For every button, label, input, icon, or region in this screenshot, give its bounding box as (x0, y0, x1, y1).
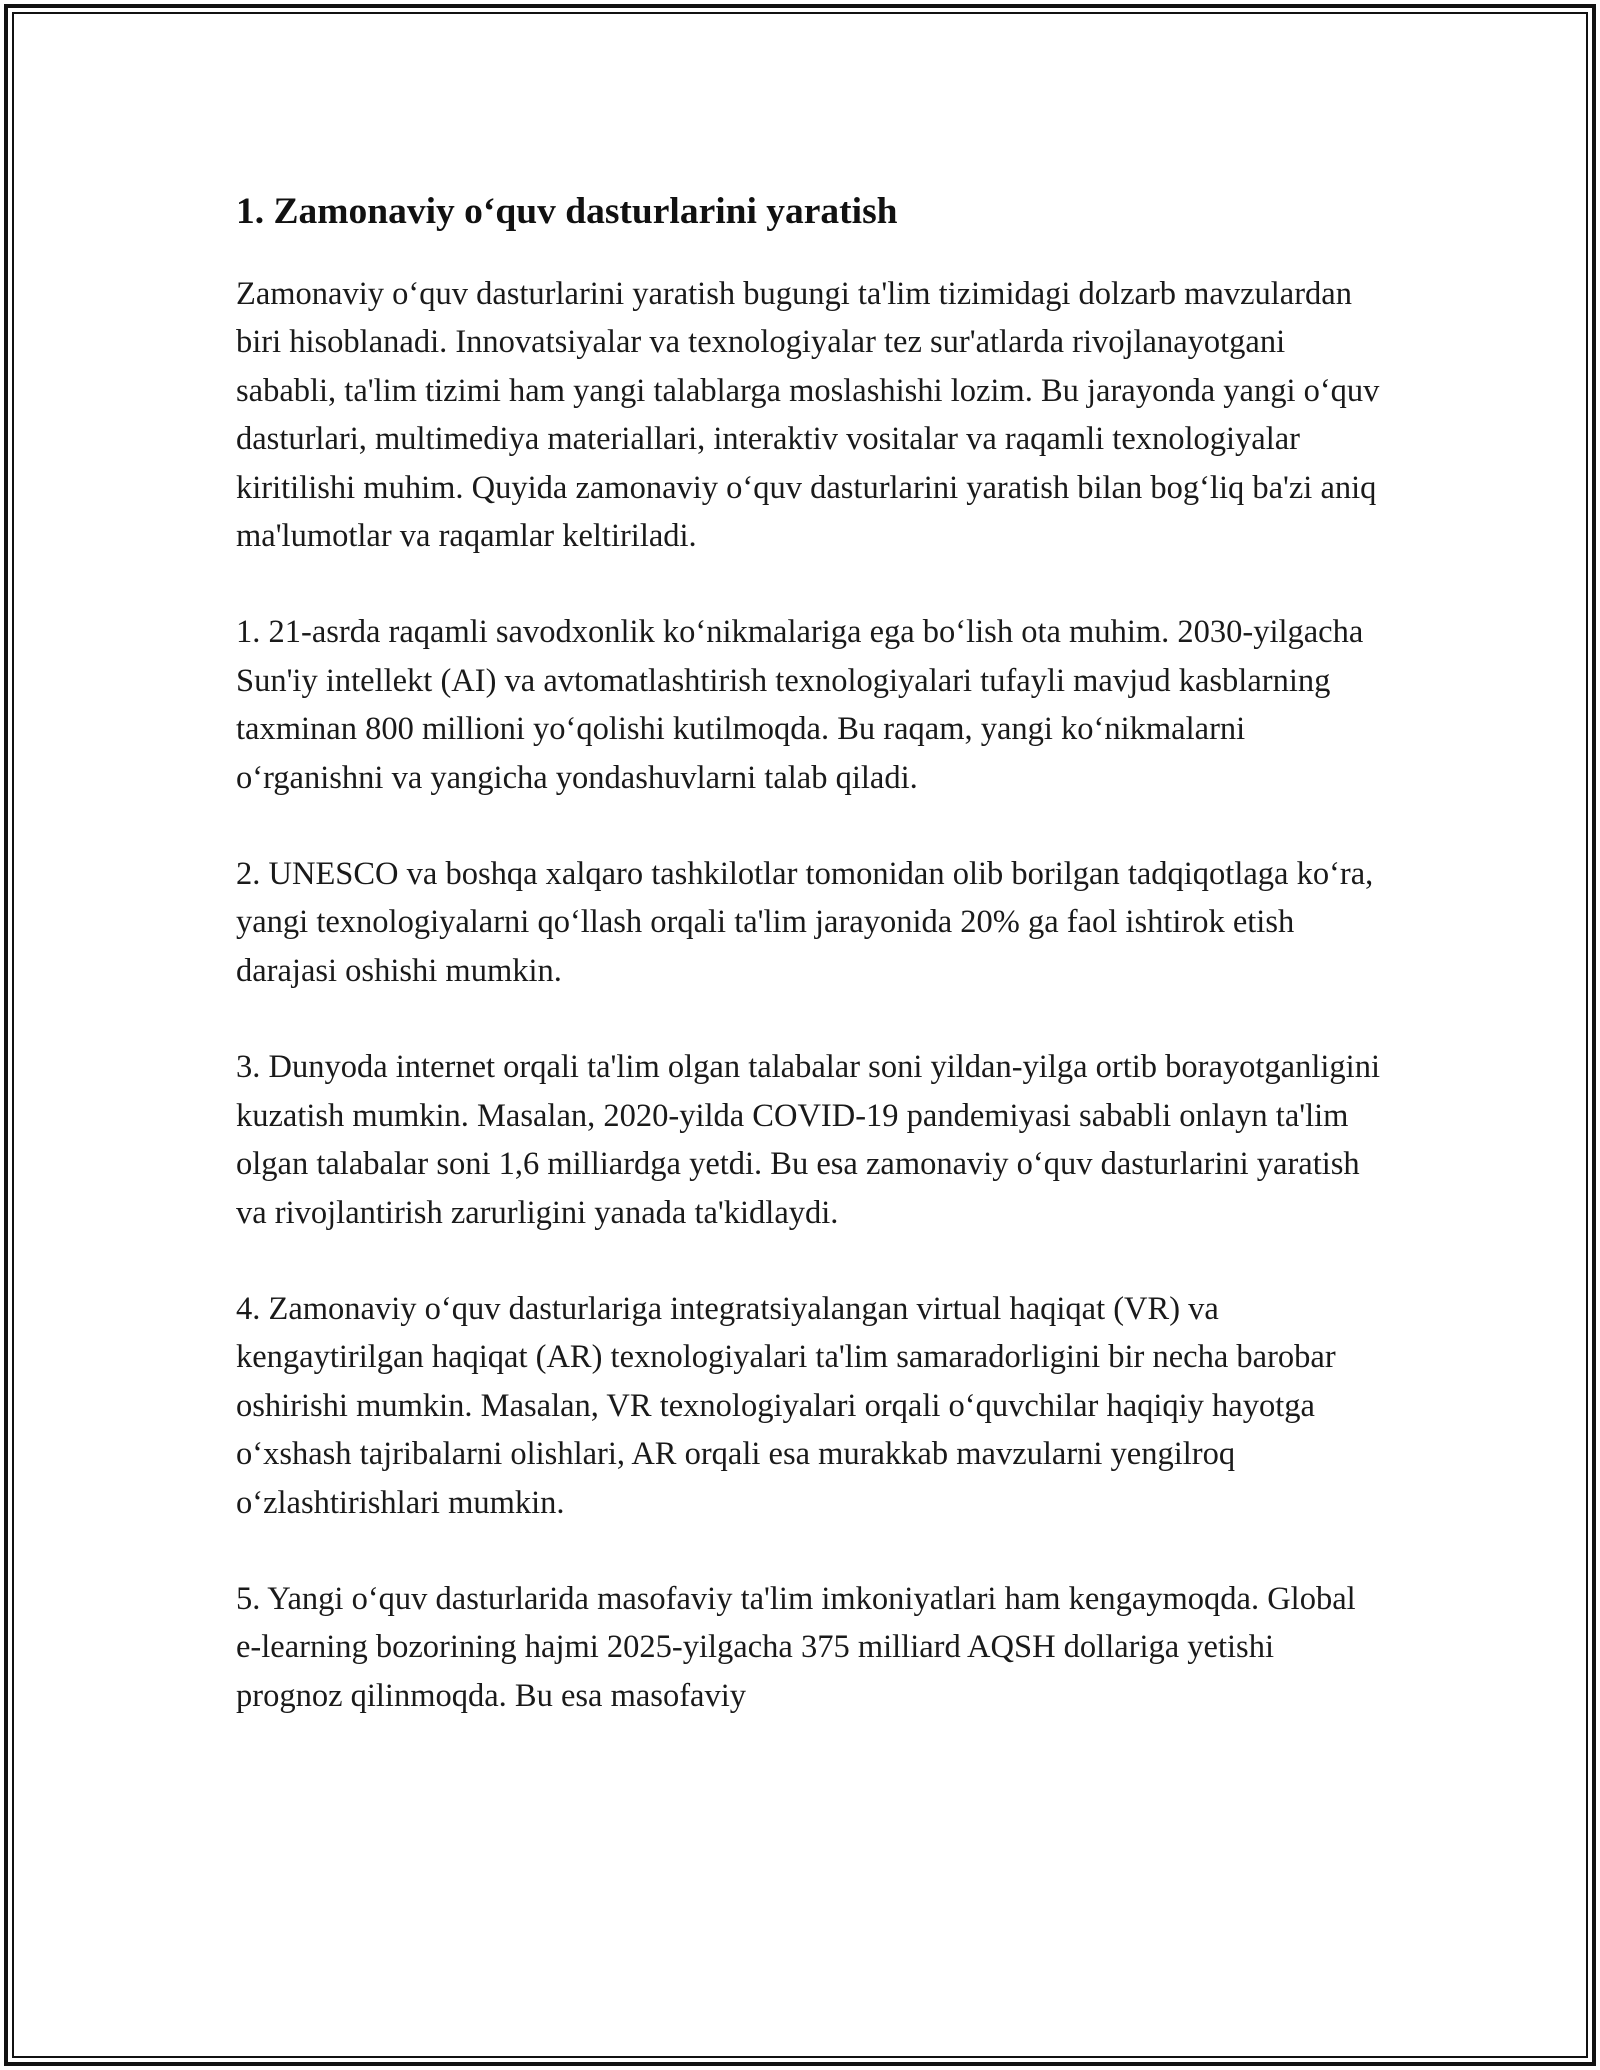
point-5-paragraph: 5. Yangi o‘quv dasturlarida masofaviy ta'lim imkoniyatlari ham kengaymoqda. Global e-learning bozorining hajmi 2025-yilgacha 375 milliard AQSH dollariga yetishi prognoz qilinmoqda. Bu esa masofaviy (236, 1580, 1356, 1714)
point-4-paragraph: 4. Zamonaviy o‘quv dasturlariga integratsiyalangan virtual haqiqat (VR) va kengaytirilgan haqiqat (AR) texnologiyalari ta'lim samaradorligini bir necha barobar oshirishi mumkin. Masalan, VR texnologiyalari orqali o‘quvchilar haqiqiy hayotga o‘xshash tajribalarni olishlari, AR orqali esa murakkab mavzularni yengilroq o‘zlashtirishlari mumkin. (236, 1290, 1336, 1521)
point-3-paragraph: 3. Dunyoda internet orqali ta'lim olgan talabalar soni yildan-yilga ortib borayotganligini kuzatish mumkin. Masalan, 2020-yilda COVID-19 pandemiyasi sababli onlayn ta'lim olgan talabalar soni 1,6 milliardga yetdi. Bu esa zamonaviy o‘quv dasturlarini yaratish va rivojlantirish zarurligini yanada ta'kidlaydi. (236, 1049, 1380, 1231)
point-2-paragraph: 2. UNESCO va boshqa xalqaro tashkilotlar tomonidan olib borilgan tadqiqotlaga ko‘ra, yangi texnologiyalarni qo‘llash orqali ta'lim jarayonida 20% ga faol ishtirok etish darajasi oshishi mumkin. (236, 856, 1374, 989)
section-heading: 1. Zamonaviy o‘quv dasturlarini yaratish (236, 191, 898, 232)
point-1-paragraph: 1. 21-asrda raqamli savodxonlik ko‘nikmalariga ega bo‘lish ota muhim. 2030-yilgacha Sun'iy intellekt (AI) va avtomatlashtirish texnologiyalari tufayli mavjud kasblarning taxminan 800 millioni yo‘qolishi kutilmoqda. Bu raqam, yangi ko‘nikmalarni o‘rganishni va yangicha yondashuvlarni talab qiladi. (236, 614, 1364, 796)
intro-paragraph: Zamonaviy o‘quv dasturlarini yaratish bugungi ta'lim tizimidagi dolzarb mavzulardan biri hisoblanadi. Innovatsiyalar va texnologiyalar tez sur'atlarda rivojlanayotgani sababli, ta'lim tizimi ham yangi talablarga moslashishi lozim. Bu jarayonda yangi o‘quv dasturlari, multimediya materiallari, interaktiv vositalar va raqamli texnologiyalar kiritilishi muhim. Quyida zamonaviy o‘quv dasturlarini yaratish bilan bog‘liq ba'zi aniq ma'lumotlar va raqamlar keltiriladi. (236, 276, 1380, 555)
document-body (236, 186, 1386, 1768)
